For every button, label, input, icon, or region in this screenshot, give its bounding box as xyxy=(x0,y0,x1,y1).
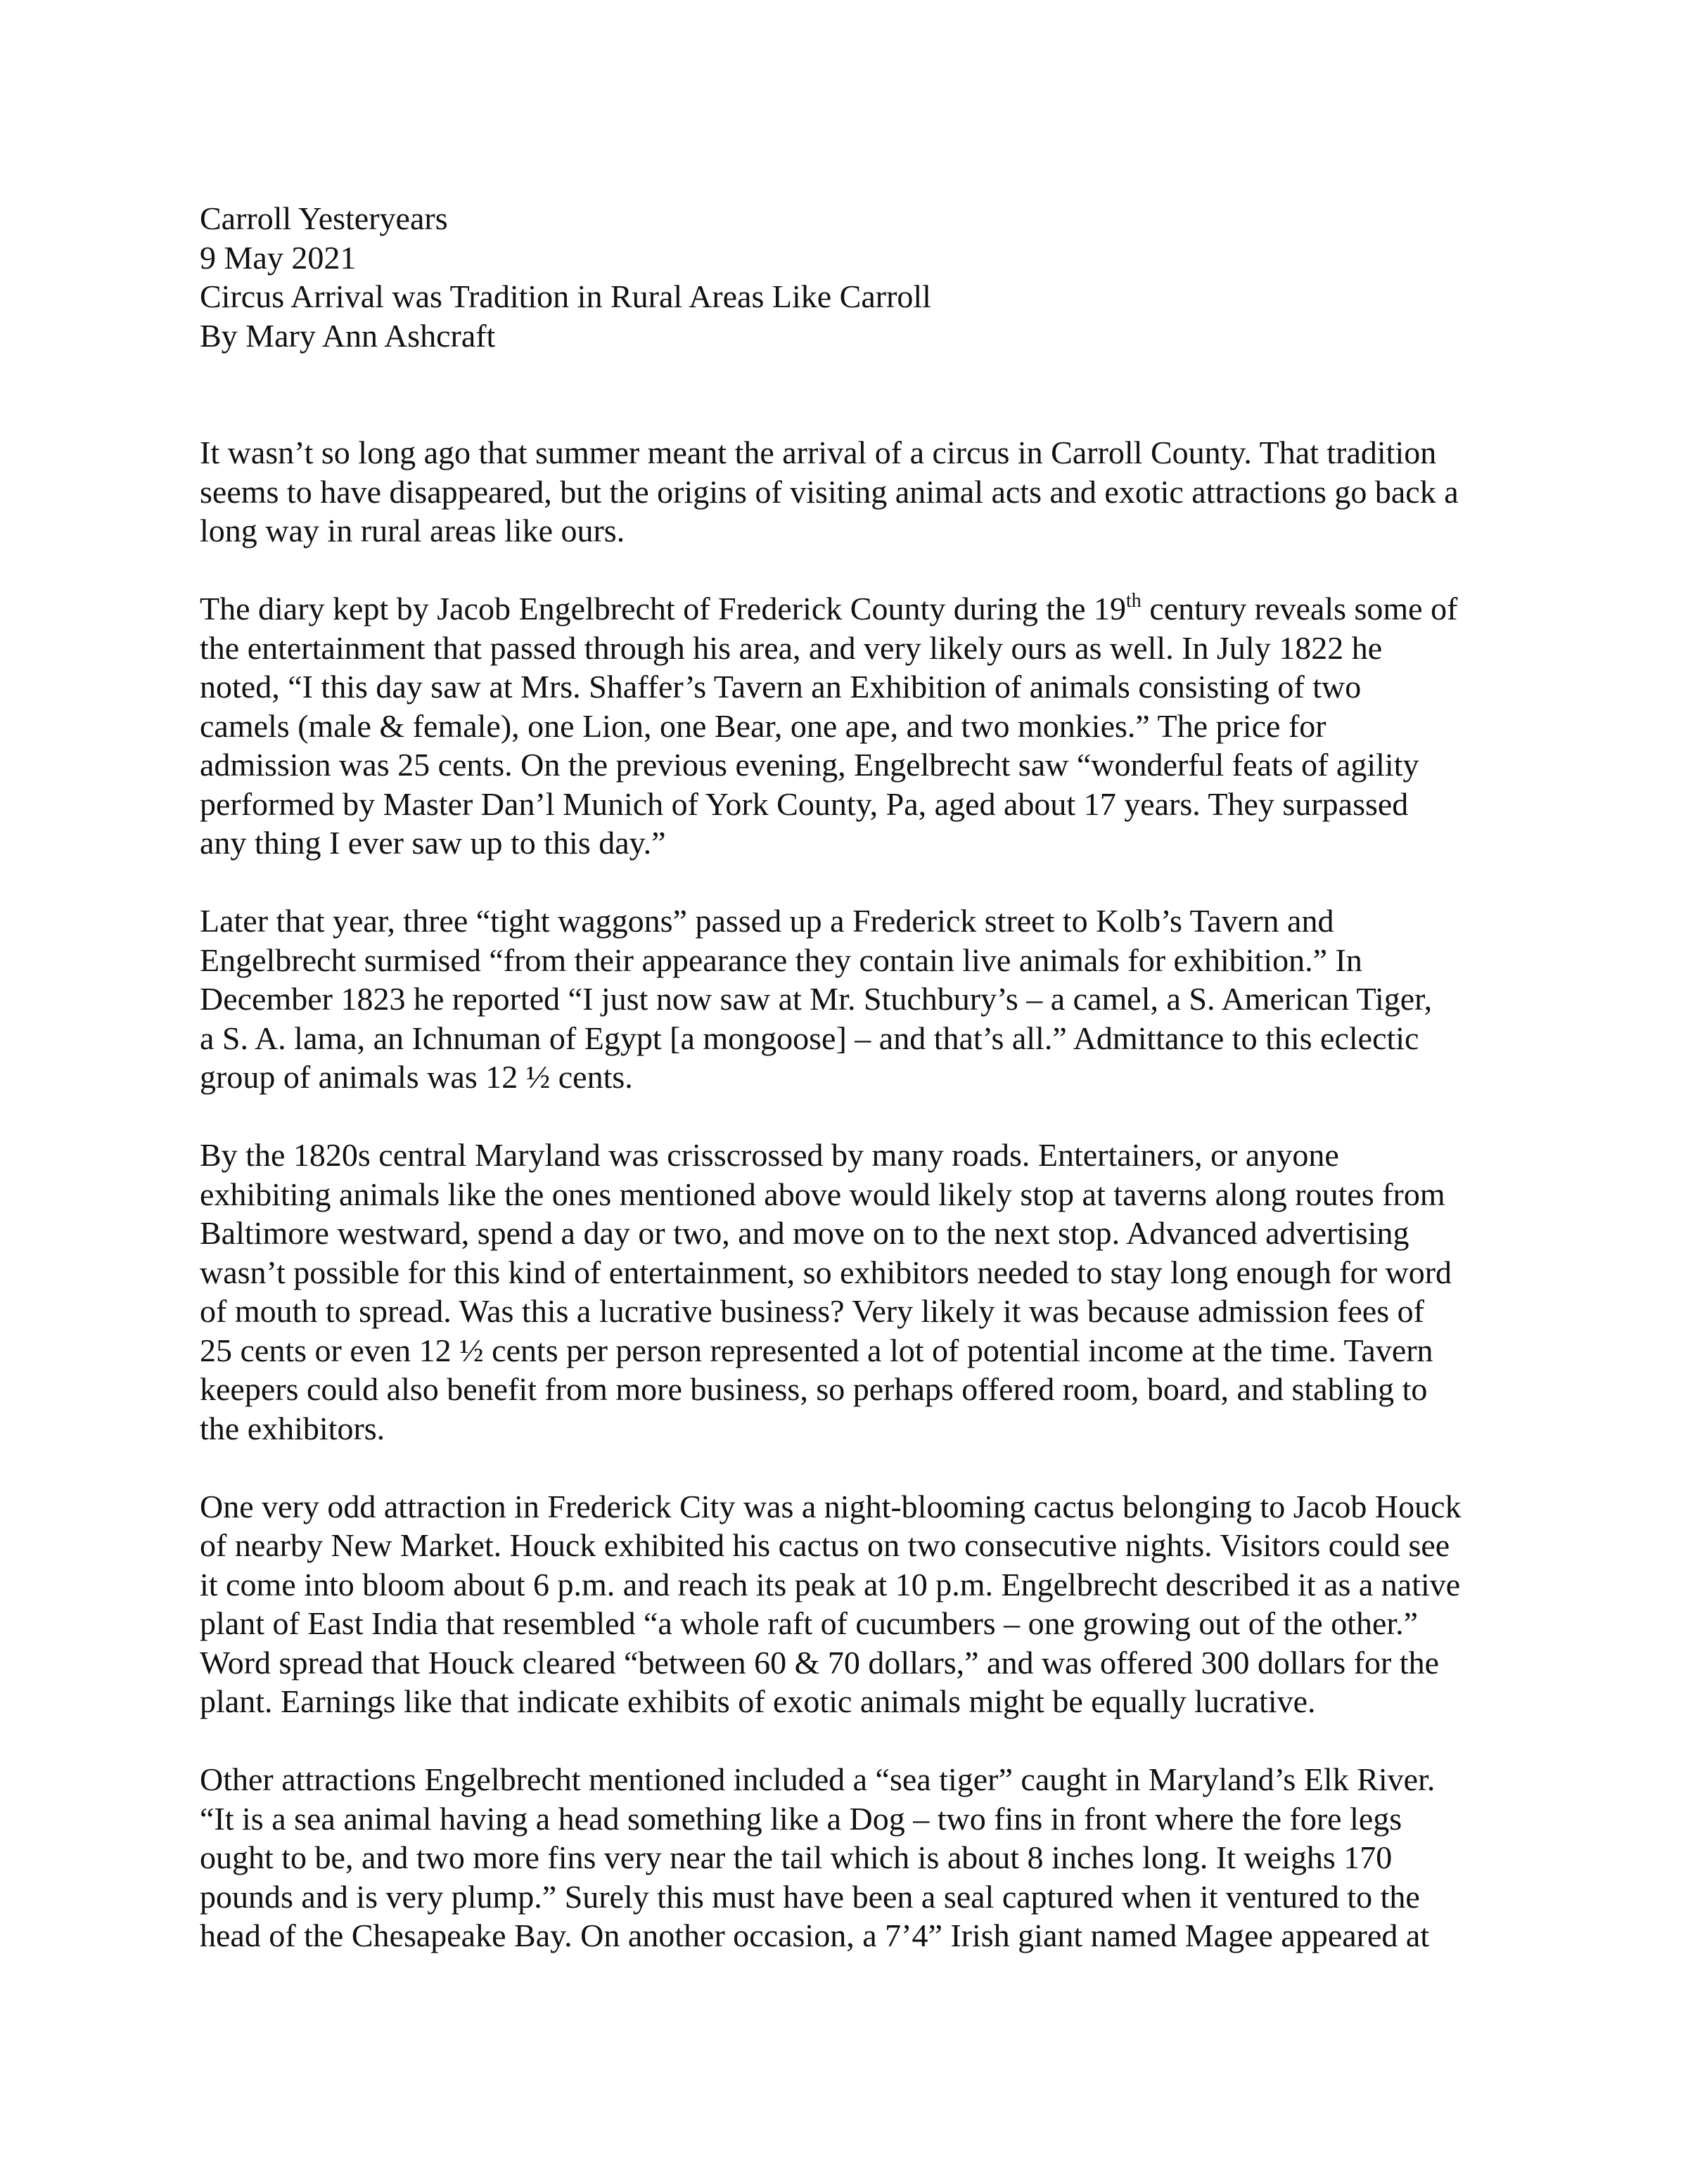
text-line: Engelbrecht surmised “from their appearance they contain live animals for exhibition.” In xyxy=(200,942,1362,978)
text-line: Baltimore westward, spend a day or two, and move on to the next stop. Advanced advertising xyxy=(200,1215,1409,1251)
article-header xyxy=(200,199,1522,355)
text-line: of mouth to spread. Was this a lucrative business? Very likely it was because admission fees of xyxy=(200,1293,1424,1329)
text-line: of nearby New Market. Houck exhibited his cactus on two consecutive nights. Visitors could see xyxy=(200,1527,1450,1563)
text-line: keepers could also benefit from more business, so perhaps offered room, board, and stabling to xyxy=(200,1371,1428,1407)
text-line: ought to be, and two more fins very near the tail which is about 8 inches long. It weighs 170 xyxy=(200,1839,1393,1875)
superscript: th xyxy=(1126,590,1142,612)
text-line: it come into bloom about 6 p.m. and reach its peak at 10 p.m. Engelbrecht described it as a native xyxy=(200,1566,1461,1602)
text-line: long way in rural areas like ours. xyxy=(200,513,625,548)
text-line: December 1823 he reported “I just now saw at Mr. Stuchbury’s – a camel, a S. American Tiger, xyxy=(200,981,1433,1017)
text-line: “It is a sea animal having a head something like a Dog – two fins in front where the fore legs xyxy=(200,1800,1402,1837)
text-line: noted, “I this day saw at Mrs. Shaffer’s Tavern an Exhibition of animals consisting of two xyxy=(200,669,1362,705)
text-line: It wasn’t so long ago that summer meant the arrival of a circus in Carroll County. That tradition xyxy=(200,435,1437,470)
text-line: plant of East India that resembled “a whole raft of cucumbers – one growing out of the other.” xyxy=(200,1605,1419,1641)
text-line: head of the Chesapeake Bay. On another occasion, a 7’4” Irish giant named Magee appeared at xyxy=(200,1918,1430,1953)
column-name: Carroll Yesteryears xyxy=(200,200,448,236)
text-line: Other attractions Engelbrecht mentioned included a “sea tiger” caught in Maryland’s Elk River. xyxy=(200,1761,1436,1797)
text-line: group of animals was 12 ½ cents. xyxy=(200,1059,633,1095)
text-segment: century reveals some of xyxy=(1141,591,1458,627)
text-line: 25 cents or even 12 ½ cents per person represented a lot of potential income at the time. Tavern xyxy=(200,1332,1433,1368)
document-page xyxy=(200,199,1522,1994)
paragraph xyxy=(200,589,1522,863)
text-segment: The diary kept by Jacob Engelbrecht of Frederick County during the 19 xyxy=(200,591,1127,627)
publication-date: 9 May 2021 xyxy=(200,239,357,276)
byline: By Mary Ann Ashcraft xyxy=(200,317,496,354)
text-line: camels (male & female), one Lion, one Bear, one ape, and two monkies.” The price for xyxy=(200,707,1326,744)
text-line: performed by Master Dan’l Munich of York County, Pa, aged about 17 years. They surpassed xyxy=(200,785,1409,822)
article-body xyxy=(200,433,1522,1955)
text-line: the exhibitors. xyxy=(200,1410,385,1446)
text-line: By the 1820s central Maryland was crisscrossed by many roads. Entertainers, or anyone xyxy=(200,1137,1339,1173)
text-line: plant. Earnings like that indicate exhibits of exotic animals might be equally lucrative. xyxy=(200,1683,1316,1719)
text-line: a S. A. lama, an Ichnuman of Egypt [a mongoose] – and that’s all.” Admittance to this eclectic xyxy=(200,1020,1419,1056)
text-line: wasn’t possible for this kind of entertainment, so exhibitors needed to stay long enough for word xyxy=(200,1254,1452,1290)
text-line: pounds and is very plump.” Surely this must have been a seal captured when it ventured to the xyxy=(200,1878,1420,1915)
paragraph xyxy=(200,1487,1522,1721)
text-line: seems to have disappeared, but the origins of visiting animal acts and exotic attractions go back a xyxy=(200,473,1459,510)
text-line: Later that year, three “tight waggons” passed up a Frederick street to Kolb’s Tavern and xyxy=(200,903,1334,939)
paragraph xyxy=(200,1760,1522,1955)
paragraph xyxy=(200,433,1522,551)
text-line: One very odd attraction in Frederick City was a night-blooming cactus belonging to Jacob Houck xyxy=(200,1488,1462,1524)
text-line: any thing I ever saw up to this day.” xyxy=(200,825,666,861)
article-title: Circus Arrival was Tradition in Rural Areas Like Carroll xyxy=(200,278,931,314)
text-line: the entertainment that passed through his area, and very likely ours as well. In July 1822 he xyxy=(200,629,1383,666)
text-line: Word spread that Houck cleared “between 60 & 70 dollars,” and was offered 300 dollars for the xyxy=(200,1644,1439,1681)
paragraph xyxy=(200,1136,1522,1448)
text-line: exhibiting animals like the ones mentioned above would likely stop at taverns along routes from xyxy=(200,1176,1445,1212)
text-line: admission was 25 cents. On the previous evening, Engelbrecht saw “wonderful feats of agility xyxy=(200,747,1419,783)
text-line xyxy=(200,589,1522,629)
paragraph xyxy=(200,901,1522,1097)
